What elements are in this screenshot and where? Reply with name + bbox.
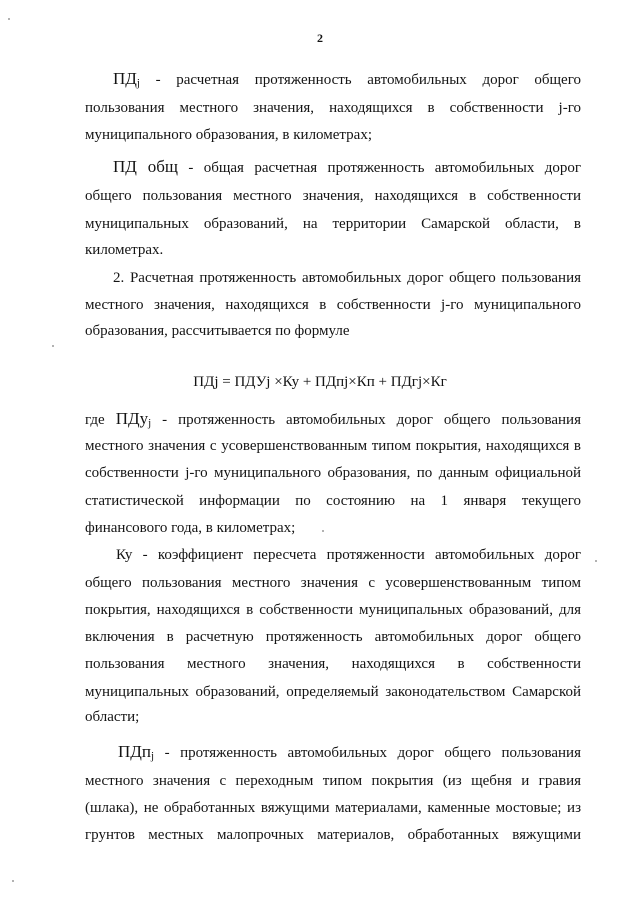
- paragraph-line: [113, 70, 581, 90]
- paragraph-line: финансового года, в километрах;: [85, 520, 296, 536]
- paragraph-line: покрытия, находящихся в собственности муниципальных образований, для: [85, 602, 581, 618]
- paragraph-line: пользования местного значения, находящихся в собственности: [85, 656, 581, 672]
- paragraph-line: грунтов местных малопрочных материалов, обработанных вяжущими: [85, 827, 581, 843]
- math-symbol: ПД общ: [113, 157, 178, 176]
- paragraph-line: статистической информации по состоянию на 1 января текущего: [85, 493, 581, 509]
- paragraph-line: муниципальных образований, на территории Самарской области, в: [85, 216, 581, 232]
- paragraph-line: местного значения, находящихся в собственности j-го муниципального: [85, 297, 581, 313]
- line-text: - протяженность автомобильных дорог общего пользования: [154, 745, 581, 761]
- paragraph-line: местного значения с переходным типом покрытия (из щебня и гравия: [85, 773, 581, 789]
- paragraph-line: километрах.: [85, 242, 164, 258]
- page-number: 2: [317, 31, 323, 45]
- scan-speck: [322, 530, 324, 532]
- math-subscript: j: [148, 417, 152, 429]
- math-symbol: ПДу: [115, 409, 149, 428]
- line-text: - расчетная протяженность автомобильных дорог общего: [139, 72, 581, 88]
- line-text: где: [85, 412, 116, 428]
- scan-speck: [595, 560, 597, 562]
- paragraph-line: образования, рассчитывается по формуле: [85, 323, 350, 339]
- math-subscript: j: [150, 750, 155, 762]
- formula: ПДj = ПДУj ×Ку + ПДпj×Кп + ПДгj×Кг: [193, 374, 447, 390]
- line-text: - протяженность автомобильных дорог общего пользования: [151, 412, 581, 428]
- paragraph-line: общего пользования местного значения, находящихся в собственности: [85, 188, 581, 204]
- paragraph-line: [118, 743, 581, 763]
- paragraph-line: включения в расчетную протяженность автомобильных дорог общего: [85, 629, 581, 645]
- scan-speck: [12, 880, 14, 882]
- paragraph-line: [113, 158, 581, 177]
- paragraph-line: области;: [85, 709, 140, 725]
- paragraph-line: 2. Расчетная протяженность автомобильных дорог общего пользования: [113, 270, 581, 286]
- paragraph-line: муниципального образования, в километрах;: [85, 127, 372, 143]
- paragraph-line: общего пользования местного значения с усовершенствованным типом: [85, 575, 581, 591]
- scan-speck: [8, 18, 10, 20]
- math-subscript: j: [136, 77, 140, 89]
- paragraph-line: собственности j-го муниципального образования, по данным официальной: [85, 465, 581, 481]
- paragraph-line: Ку - коэффициент пересчета протяженности автомобильных дорог: [116, 547, 581, 563]
- paragraph-line: [85, 410, 581, 430]
- paragraph-line: (шлака), не обработанных вяжущими материалами, каменные мостовые; из: [85, 800, 581, 816]
- paragraph-line: местного значения с усовершенствованным типом покрытия, находящихся в: [85, 438, 581, 454]
- paragraph-line: пользования местного значения, находящихся в собственности j-го: [85, 100, 581, 116]
- math-symbol: ПДп: [118, 742, 151, 761]
- scan-speck: [52, 345, 54, 347]
- paragraph-line: муниципальных образований, определяемый законодательством Самарской: [85, 684, 581, 700]
- line-text: - общая расчетная протяженность автомобильных дорог: [177, 160, 581, 176]
- math-symbol: ПД: [113, 69, 137, 88]
